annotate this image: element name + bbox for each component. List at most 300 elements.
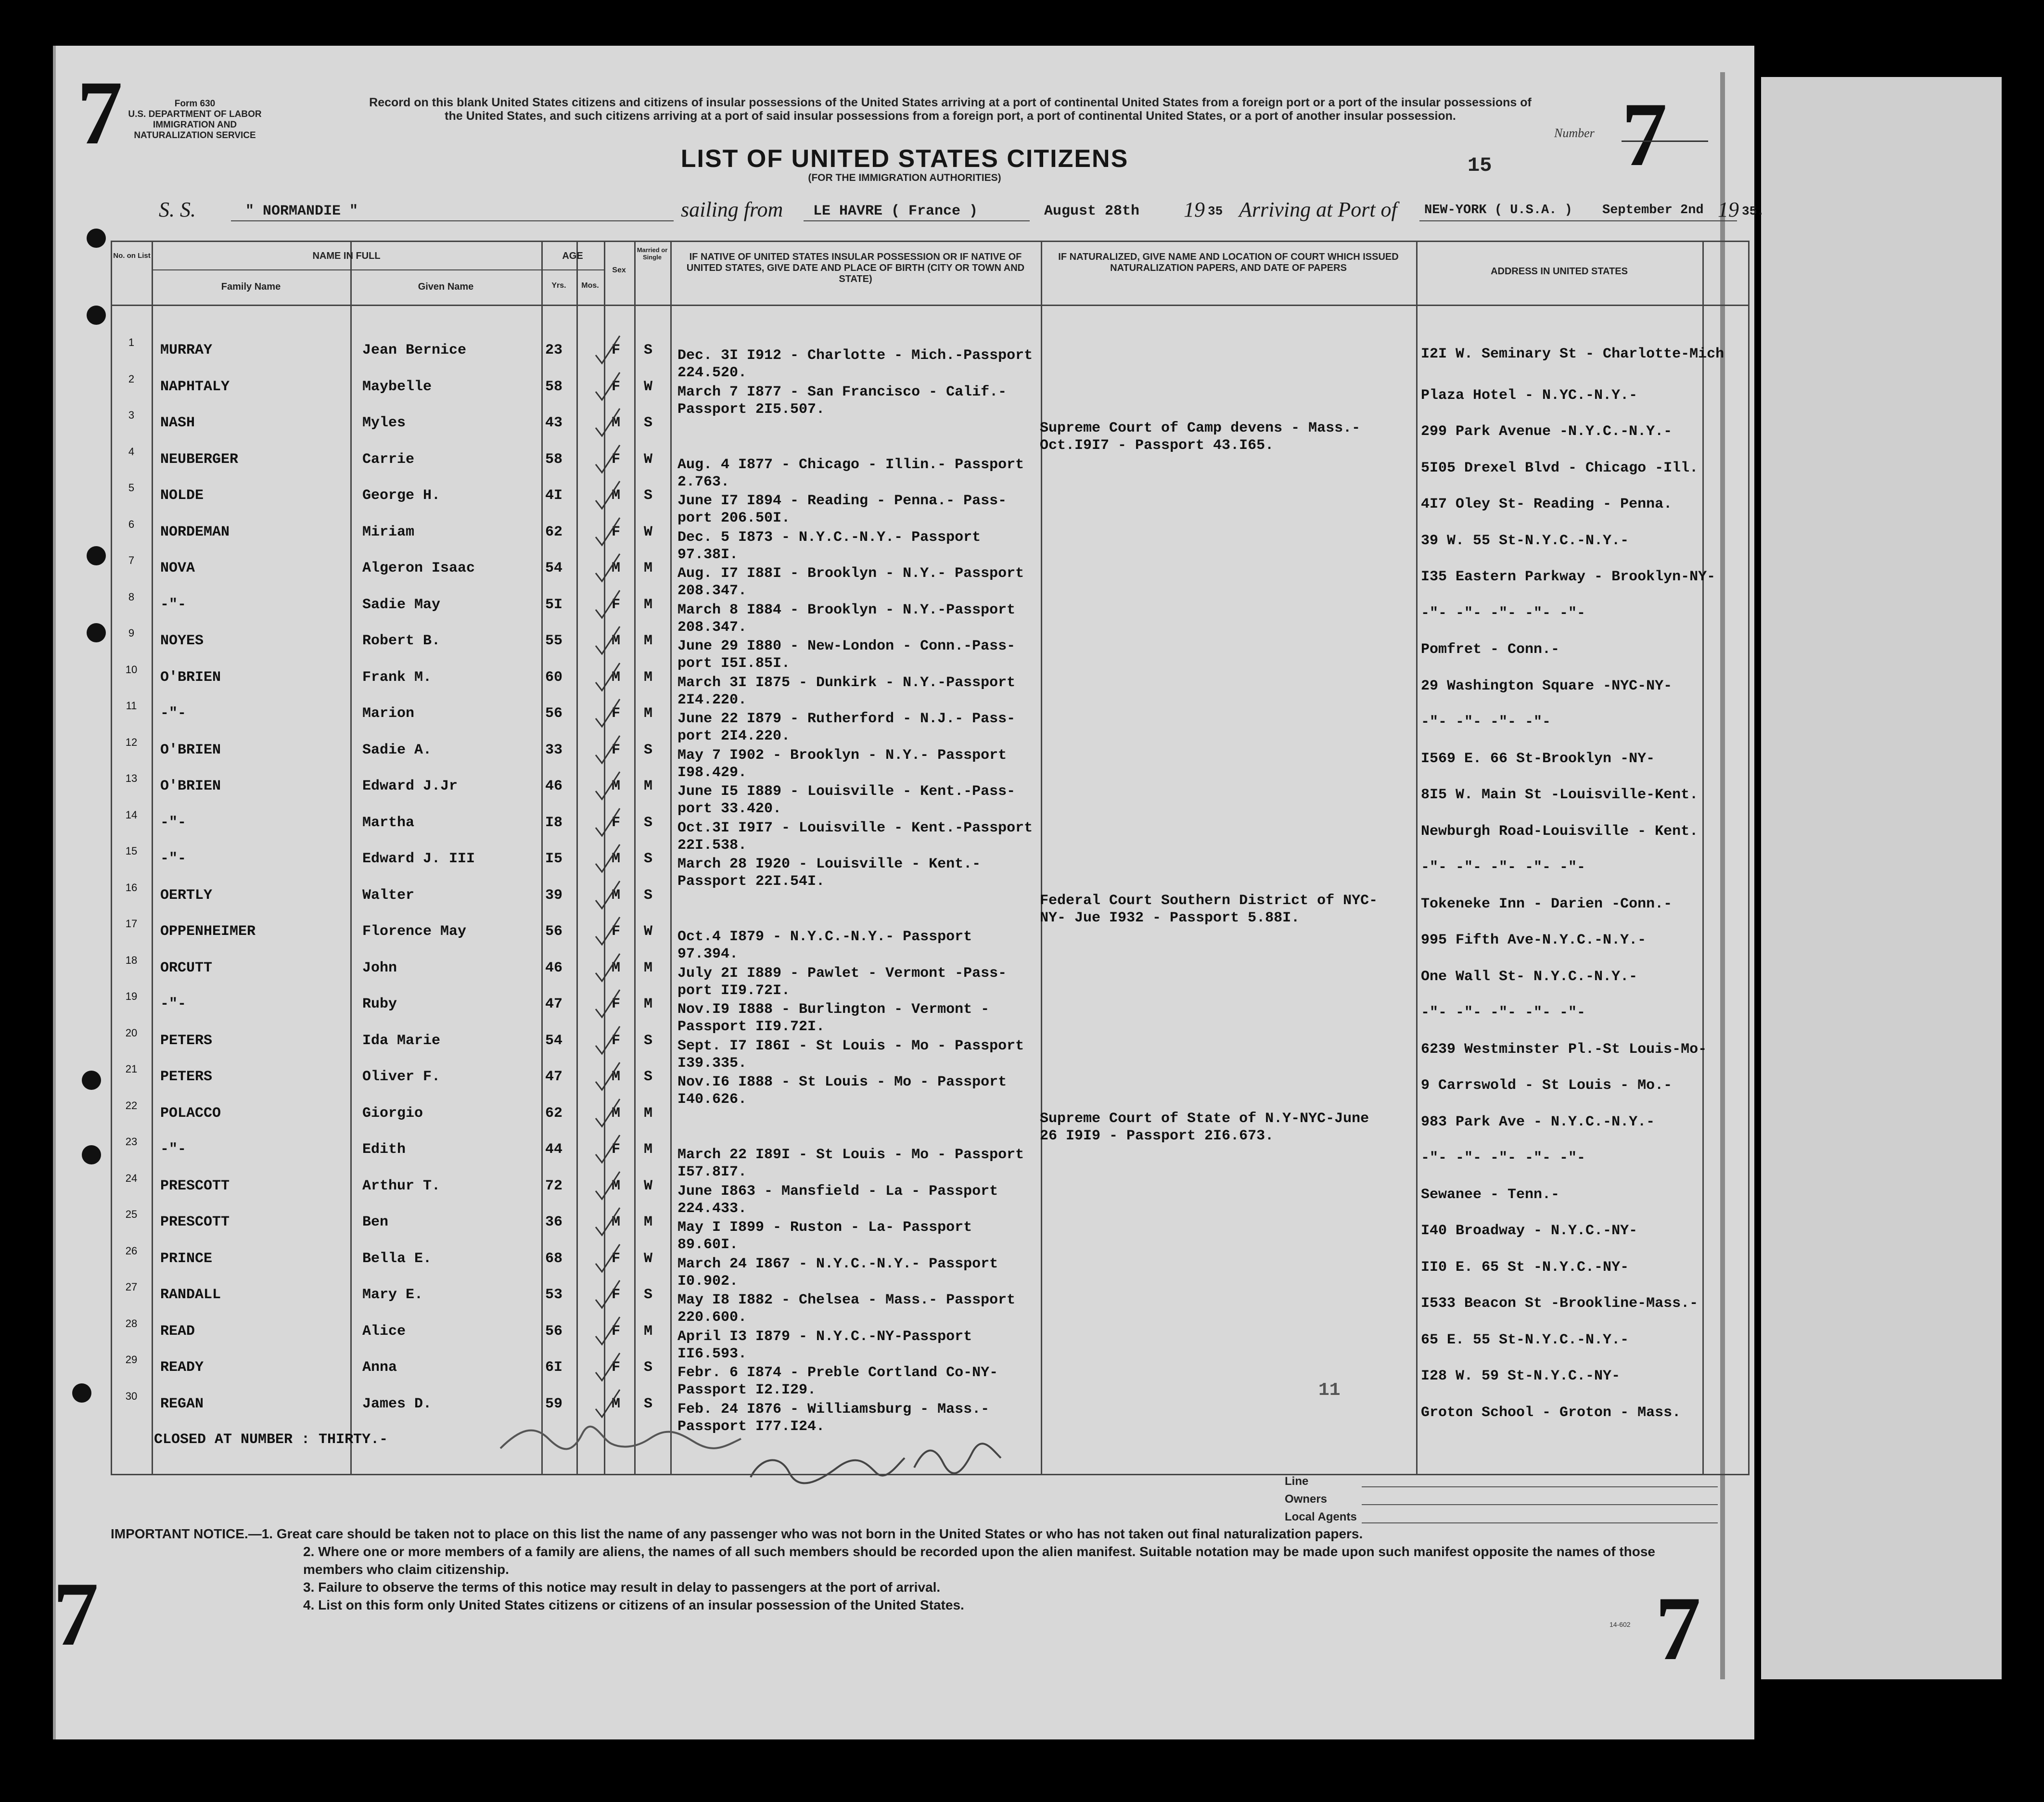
row-number: 15 — [125, 845, 138, 857]
sex-cell: F — [612, 1250, 621, 1267]
ss-label: S. S. — [159, 198, 196, 221]
check-mark-icon — [593, 1242, 622, 1276]
address-cell: Plaza Hotel - N.YC.-N.Y.- — [1421, 387, 1638, 404]
age-cell: 59 — [545, 1395, 563, 1412]
table-row — [112, 409, 1748, 454]
age-cell: 47 — [545, 996, 563, 1012]
age-cell: I5 — [545, 851, 563, 867]
address-cell: 4I7 Oley St- Reading - Penna. — [1421, 496, 1673, 512]
birth-cell: April I3 I879 - N.Y.C.-NY-Passport II6.593. — [677, 1328, 972, 1362]
from-port: LE HAVRE ( France ) — [813, 203, 978, 219]
address-cell: Sewanee - Tenn.- — [1421, 1186, 1560, 1203]
sex-cell: F — [612, 996, 621, 1012]
age-cell: 33 — [545, 741, 563, 758]
sex-cell: M — [612, 633, 621, 649]
check-mark-icon — [593, 1060, 622, 1094]
check-mark-icon — [593, 515, 622, 549]
given-name-cell: Edward J.Jr — [362, 778, 458, 794]
family-name-cell: REGAN — [160, 1395, 204, 1412]
check-mark-icon — [593, 406, 622, 440]
family-name-cell: POLACCO — [160, 1105, 221, 1122]
row-number: 11 — [126, 700, 137, 712]
given-name-cell: Maybelle — [362, 378, 432, 395]
marital-status-cell: S — [644, 415, 653, 431]
check-mark-icon — [593, 733, 622, 767]
row-number: 20 — [125, 1026, 138, 1039]
departure-date: August 28th — [1044, 203, 1140, 219]
given-name-cell: James D. — [362, 1395, 432, 1412]
check-mark-icon — [593, 915, 622, 948]
row-number: 24 — [125, 1172, 138, 1184]
address-cell: Groton School - Groton - Mass. — [1421, 1404, 1681, 1421]
binder-hole — [87, 306, 106, 325]
birth-cell: Nov.I9 I888 - Burlington - Vermont - Passport II9.72I. — [677, 1001, 990, 1035]
sex-cell: M — [612, 887, 621, 904]
check-mark-icon — [593, 333, 622, 367]
family-name-cell: -"- — [160, 814, 187, 831]
birth-cell: July 2I I889 - Pawlet - Vermont -Pass- port II9.72I. — [677, 965, 1007, 999]
family-name-cell: -"- — [160, 851, 187, 867]
row-number: 9 — [128, 627, 135, 639]
family-name-cell: PRESCOTT — [160, 1177, 230, 1194]
address-cell: Tokeneke Inn - Darien -Conn.- — [1421, 895, 1673, 912]
notice-item-4: 4. List on this form only United States citizens or citizens of an insular possession of the United States. — [303, 1597, 964, 1612]
birth-cell: Dec. 3I I912 - Charlotte - Mich.-Passport 224.520. — [677, 347, 1033, 381]
birth-cell: Aug. 4 I877 - Chicago - Illin.- Passport 2.763. — [677, 456, 1024, 490]
address-cell: I40 Broadway - N.Y.C.-NY- — [1421, 1223, 1638, 1239]
check-mark-icon — [593, 1024, 622, 1058]
age-cell: 56 — [545, 1323, 563, 1340]
family-name-cell: MURRAY — [160, 342, 213, 358]
sex-cell: M — [612, 1395, 621, 1412]
check-mark-icon — [593, 1278, 622, 1312]
birth-cell: Oct.4 I879 - N.Y.C.-N.Y.- Passport 97.394. — [677, 929, 972, 962]
table-row — [112, 372, 1748, 418]
address-cell: 299 Park Avenue -N.Y.C.-N.Y.- — [1421, 423, 1673, 440]
sex-cell: F — [612, 814, 621, 831]
given-name-cell: Jean Bernice — [362, 342, 467, 358]
marital-status-cell: M — [644, 778, 653, 794]
age-cell: 55 — [545, 633, 563, 649]
age-cell: 54 — [545, 1032, 563, 1049]
address-cell: -"- -"- -"- -"- -"- — [1421, 1150, 1586, 1166]
closed-at-number: CLOSED AT NUMBER : THIRTY.- — [154, 1431, 388, 1448]
address-cell: I533 Beacon St -Brookline-Mass.- — [1421, 1295, 1699, 1312]
given-name-cell: Ruby — [362, 996, 397, 1012]
header-no: No. on List — [113, 252, 151, 260]
owners-field: Owners — [1285, 1490, 1718, 1508]
age-cell: 5I — [545, 596, 563, 613]
important-notice: IMPORTANT NOTICE.—1. Great care should be taken not to place on this list the name of any passenger who was not born in the United States or who has not taken out final naturalization papers. 2. Where one or more members of a family are aliens, the names of all such members should be recorded upon the alien manifest. Suitable notation may be made upon such manifest opposite the names of those members who claim citizenship. 3. Failure to observe the terms of this notice may result in delay to passengers at the port of arrival. 4. List on this form only United States citizens or citizens of an insular possession of the United States. — [111, 1525, 1699, 1614]
address-cell: 29 Washington Square -NYC-NY- — [1421, 677, 1673, 694]
given-name-cell: Oliver F. — [362, 1069, 441, 1085]
family-name-cell: O'BRIEN — [160, 778, 221, 794]
address-cell: I35 Eastern Parkway - Brooklyn-NY- — [1421, 569, 1716, 585]
marital-status-cell: W — [644, 1250, 653, 1267]
check-mark-icon — [593, 842, 622, 876]
sex-cell: F — [612, 1323, 621, 1340]
marital-status-cell: S — [644, 1359, 653, 1376]
family-name-cell: O'BRIEN — [160, 741, 221, 758]
address-cell: I569 E. 66 St-Brooklyn -NY- — [1421, 750, 1655, 767]
row-number: 16 — [125, 881, 138, 894]
marital-status-cell: M — [644, 959, 653, 976]
family-name-cell: NASH — [160, 415, 195, 431]
row-number: 30 — [125, 1390, 138, 1402]
check-mark-icon — [593, 1169, 622, 1203]
sex-cell: M — [612, 669, 621, 686]
age-cell: 56 — [545, 923, 563, 940]
page-subtitle: (FOR THE IMMIGRATION AUTHORITIES) — [808, 172, 1001, 183]
address-cell: I2I W. Seminary St - Charlotte-Mich — [1421, 346, 1725, 362]
family-name-cell: PETERS — [160, 1032, 213, 1049]
given-name-cell: Alice — [362, 1323, 406, 1340]
given-name-cell: Miriam — [362, 524, 415, 540]
marital-status-cell: M — [644, 669, 653, 686]
given-name-cell: Marion — [362, 705, 415, 722]
birth-cell: Nov.I6 I888 - St Louis - Mo - Passport I40.626. — [677, 1074, 1007, 1108]
given-name-cell: Algeron Isaac — [362, 560, 475, 576]
print-code: 14-602 — [1610, 1621, 1631, 1628]
sex-cell: F — [612, 923, 621, 940]
marital-status-cell: S — [644, 814, 653, 831]
given-name-cell: Edward J. III — [362, 851, 475, 867]
given-name-cell: Bella E. — [362, 1250, 432, 1267]
given-name-cell: Florence May — [362, 923, 467, 940]
notice-heading: IMPORTANT NOTICE. — [111, 1526, 248, 1541]
birth-cell: Aug. I7 I88I - Brooklyn - N.Y.- Passport 208.347. — [677, 565, 1024, 599]
row-number: 22 — [125, 1099, 138, 1112]
marital-status-cell: S — [644, 487, 653, 504]
given-name-cell: Sadie A. — [362, 741, 432, 758]
footer-fields — [1285, 1472, 1718, 1526]
page-number: 15 — [1468, 154, 1492, 177]
sex-cell: F — [612, 705, 621, 722]
address-cell: 6239 Westminster Pl.-St Louis-Mo- — [1421, 1041, 1707, 1058]
age-cell: 60 — [545, 669, 563, 686]
header-age: AGE — [562, 251, 583, 261]
birth-cell: June 29 I880 - New-London - Conn.-Pass- port I5I.85I. — [677, 638, 1016, 672]
address-cell: 39 W. 55 St-N.Y.C.-N.Y.- — [1421, 532, 1629, 549]
check-mark-icon — [593, 806, 622, 840]
table-row — [112, 482, 1748, 526]
check-mark-icon — [593, 1351, 622, 1384]
marital-status-cell: S — [644, 1069, 653, 1085]
family-name-cell: O'BRIEN — [160, 669, 221, 686]
family-name-cell: -"- — [160, 596, 187, 613]
family-name-cell: -"- — [160, 1141, 187, 1158]
table-row — [112, 518, 1748, 563]
corner-number-bottom-left: 7 — [53, 1564, 99, 1665]
age-cell: 47 — [545, 1069, 563, 1085]
birth-cell: March 22 I89I - St Louis - Mo - Passport I57.8I7. — [677, 1147, 1024, 1180]
notice-item-1: 1. Great care should be taken not to place on this list the name of any passenger who was not born in the United States or who has not taken out final naturalization papers. — [261, 1526, 1363, 1541]
ship-underline — [231, 220, 674, 221]
row-number: 19 — [125, 990, 138, 1002]
given-name-cell: Ben — [362, 1214, 389, 1230]
marital-status-cell: M — [644, 705, 653, 722]
check-mark-icon — [593, 951, 622, 985]
sex-cell: F — [612, 1359, 621, 1376]
header-family-name: Family Name — [221, 281, 281, 292]
age-cell: 62 — [545, 1105, 563, 1122]
binder-hole — [87, 546, 106, 565]
birth-cell: March 24 I867 - N.Y.C.-N.Y.- Passport I0.902. — [677, 1255, 998, 1290]
family-name-cell: READ — [160, 1323, 195, 1340]
marital-status-cell: S — [644, 342, 653, 358]
birth-cell: June I5 I889 - Louisville - Kent.-Pass- port 33.420. — [677, 783, 1016, 817]
age-cell: 43 — [545, 415, 563, 431]
header-mos: Mos. — [581, 281, 599, 290]
row-number: 10 — [125, 663, 138, 676]
family-name-cell: PRINCE — [160, 1250, 213, 1267]
row-number: 3 — [128, 409, 135, 421]
family-name-cell: NOYES — [160, 633, 204, 649]
birth-cell: Oct.3I I9I7 - Louisville - Kent.-Passport 22I.538. — [677, 819, 1033, 854]
row-number: 13 — [125, 772, 138, 784]
marital-status-cell: S — [644, 741, 653, 758]
age-cell: I8 — [545, 814, 563, 831]
marital-status-cell: S — [644, 887, 653, 904]
check-mark-icon — [593, 370, 622, 404]
form-number: Form 630 — [174, 99, 216, 109]
corner-number-top-right: 7 — [1622, 84, 1667, 185]
header-naturalized: IF NATURALIZED, GIVE NAME AND LOCATION OF COURT WHICH ISSUED NATURALIZATION PAPERS, AND DATE OF PAPERS — [1058, 252, 1399, 273]
birth-cell: May I8 I882 - Chelsea - Mass.- Passport 220.600. — [677, 1292, 1016, 1326]
address-cell: 5I05 Drexel Blvd - Chicago -Ill. — [1421, 460, 1699, 476]
given-name-cell: Frank M. — [362, 669, 432, 686]
departure-year: 35 — [1208, 204, 1223, 218]
marital-status-cell: M — [644, 633, 653, 649]
sex-cell: M — [612, 560, 621, 576]
family-name-cell: NOLDE — [160, 487, 204, 504]
row-number: 27 — [125, 1281, 138, 1293]
check-mark-icon — [593, 551, 622, 585]
row-number: 28 — [125, 1317, 138, 1329]
table-row — [112, 336, 1748, 381]
from-port-underline — [804, 220, 1030, 221]
marital-status-cell: M — [644, 1141, 653, 1158]
row-number: 6 — [128, 518, 135, 530]
row-number: 29 — [125, 1354, 138, 1366]
check-mark-icon — [593, 624, 622, 658]
given-name-cell: Edith — [362, 1141, 406, 1158]
marital-status-cell: M — [644, 1323, 653, 1340]
number-underline — [1622, 141, 1708, 142]
birth-cell: May 7 I902 - Brooklyn - N.Y.- Passport I98.429. — [677, 747, 1007, 781]
corner-number-bottom-right: 7 — [1655, 1578, 1701, 1679]
family-name-cell: -"- — [160, 996, 187, 1012]
row-number: 4 — [128, 445, 135, 458]
binder-hole — [87, 623, 106, 642]
marital-status-cell: M — [644, 1105, 653, 1122]
given-name-cell: Arthur T. — [362, 1177, 441, 1194]
row-number: 26 — [125, 1244, 138, 1257]
local-agents-field: Local Agents — [1285, 1508, 1718, 1526]
address-cell: 9 Carrswold - St Louis - Mo.- — [1421, 1077, 1673, 1094]
arrival-port: NEW-YORK ( U.S.A. ) — [1424, 203, 1572, 217]
header-yrs: Yrs. — [551, 281, 566, 290]
family-name-cell: OERTLY — [160, 887, 213, 904]
table-row — [112, 590, 1748, 636]
age-cell: 44 — [545, 1141, 563, 1158]
preamble-text: Record on this blank United States citizens and citizens of insular possessions of the United States arriving at a port of continental United States from a foreign port or a port of the insular possessions of the United States, and such citizens arriving at a port of said insular possessions from a foreign port, a port of continental United States, or a port of another insular possession. — [369, 96, 1532, 123]
check-mark-icon — [593, 1315, 622, 1348]
address-cell: 983 Park Ave - N.Y.C.-N.Y.- — [1421, 1113, 1655, 1130]
age-cell: 23 — [545, 342, 563, 358]
marital-status-cell: W — [644, 378, 653, 395]
given-name-cell: Martha — [362, 814, 415, 831]
birth-cell: May I I899 - Ruston - La- Passport 89.60I. — [677, 1219, 972, 1253]
age-cell: 53 — [545, 1287, 563, 1303]
row-number: 2 — [128, 372, 135, 385]
given-name-cell: Giorgio — [362, 1105, 423, 1122]
sex-cell: F — [612, 1287, 621, 1303]
marital-status-cell: M — [644, 1214, 653, 1230]
sex-cell: F — [612, 451, 621, 468]
given-name-cell: Carrie — [362, 451, 415, 468]
given-name-cell: Mary E. — [362, 1287, 423, 1303]
arriving-label: Arriving at Port of — [1239, 198, 1397, 221]
birth-cell: Sept. I7 I86I - St Louis - Mo - Passport I39.335. — [677, 1037, 1024, 1072]
address-cell: -"- -"- -"- -"- — [1421, 714, 1551, 730]
check-mark-icon — [593, 588, 622, 622]
header-sex: Sex — [612, 266, 626, 274]
number-label: Number — [1554, 126, 1595, 140]
family-name-cell: ORCUTT — [160, 959, 213, 976]
birth-cell: Febr. 6 I874 - Preble Cortland Co-NY- Passport I2.I29. — [677, 1365, 998, 1398]
birth-cell: March 7 I877 - San Francisco - Calif.- Passport 2I5.507. — [677, 383, 1007, 418]
sex-cell: M — [612, 778, 621, 794]
age-cell: 36 — [545, 1214, 563, 1230]
given-name-cell: George H. — [362, 487, 441, 504]
form-info — [115, 99, 274, 141]
marital-status-cell: S — [644, 1287, 653, 1303]
address-cell: -"- -"- -"- -"- -"- — [1421, 605, 1586, 622]
row-number: 17 — [125, 918, 138, 930]
birth-cell: June I7 I894 - Reading - Penna.- Pass- port 206.50I. — [677, 493, 1007, 526]
binder-hole — [82, 1145, 101, 1164]
sex-cell: F — [612, 741, 621, 758]
row-number: 12 — [125, 736, 138, 748]
age-cell: 58 — [545, 451, 563, 468]
age-cell: 56 — [545, 705, 563, 722]
sex-cell: M — [612, 1214, 621, 1230]
address-cell: 65 E. 55 St-N.Y.C.-N.Y.- — [1421, 1331, 1629, 1348]
sex-cell: M — [612, 1105, 621, 1122]
underlying-page — [1761, 77, 2002, 1679]
given-name-cell: Walter — [362, 887, 415, 904]
address-cell: 8I5 W. Main St -Louisville-Kent. — [1421, 787, 1699, 803]
header-name-in-full: NAME IN FULL — [312, 251, 381, 261]
sex-cell: F — [612, 342, 621, 358]
birth-cell: March 28 I920 - Louisville - Kent.- Passport 22I.54I. — [677, 856, 981, 890]
margin-number: 11 — [1318, 1380, 1341, 1401]
check-mark-icon — [593, 769, 622, 803]
row-number: 23 — [125, 1136, 138, 1148]
row-number: 1 — [128, 336, 135, 348]
row-number: 5 — [128, 482, 135, 494]
header-given-name: Given Name — [418, 281, 474, 292]
family-name-cell: PETERS — [160, 1069, 213, 1085]
row-number: 8 — [128, 590, 135, 603]
row-number: 7 — [128, 554, 135, 566]
age-cell: 54 — [545, 560, 563, 576]
check-mark-icon — [593, 1097, 622, 1130]
address-cell: -"- -"- -"- -"- -"- — [1421, 1005, 1586, 1021]
sex-cell: F — [612, 1032, 621, 1049]
marital-status-cell: M — [644, 996, 653, 1012]
check-mark-icon — [593, 1133, 622, 1166]
given-name-cell: Anna — [362, 1359, 397, 1376]
marital-status-cell: W — [644, 923, 653, 940]
birth-cell: Feb. 24 I876 - Williamsburg - Mass.- Passport I77.I24. — [677, 1401, 990, 1435]
service: IMMIGRATION AND NATURALIZATION SERVICE — [134, 119, 256, 141]
given-name-cell: Sadie May — [362, 596, 441, 613]
marital-status-cell: W — [644, 451, 653, 468]
row-number: 25 — [125, 1208, 138, 1220]
arrival-year: 35. — [1742, 204, 1764, 218]
sex-cell: F — [612, 596, 621, 613]
marital-status-cell: W — [644, 1177, 653, 1194]
notice-item-2: 2. Where one or more members of a family are aliens, the names of all such members should be recorded upon the alien manifest. Suitable notation may be made upon such manifest opposite the names of those members who claim citizenship. — [303, 1544, 1655, 1577]
check-mark-icon — [593, 479, 622, 512]
row-number: 21 — [125, 1063, 138, 1075]
given-name-cell: Robert B. — [362, 633, 441, 649]
birth-cell: Dec. 5 I873 - N.Y.C.-N.Y.- Passport 97.38I. — [677, 529, 981, 563]
sex-cell: M — [612, 1069, 621, 1085]
family-name-cell: -"- — [160, 705, 187, 722]
address-cell: I28 W. 59 St-N.Y.C.-NY- — [1421, 1368, 1621, 1384]
check-mark-icon — [593, 1387, 622, 1421]
sex-cell: F — [612, 1141, 621, 1158]
page-title: LIST OF UNITED STATES CITIZENS — [680, 145, 1129, 173]
sex-cell: F — [612, 524, 621, 540]
birth-cell: June 22 I879 - Rutherford - N.J.- Pass- port 2I4.220. — [677, 711, 1016, 744]
naturalization-cell: Supreme Court of Camp devens - Mass.- Oct.I9I7 - Passport 43.I65. — [1040, 420, 1361, 454]
check-mark-icon — [593, 987, 622, 1021]
check-mark-icon — [593, 879, 622, 912]
header-married-single: Married or Single — [637, 246, 668, 261]
header-birth: IF NATIVE OF UNITED STATES INSULAR POSSESSION OR IF NATIVE OF UNITED STATES, GIVE DATE AND PLACE OF BIRTH (CITY OR TOWN AND STATE) — [686, 252, 1025, 284]
birth-cell: June I863 - Mansfield - La - Passport 224.433. — [677, 1183, 998, 1217]
age-cell: 72 — [545, 1177, 563, 1194]
row-number: 18 — [125, 954, 138, 966]
marital-status-cell: M — [644, 560, 653, 576]
family-name-cell: NEUBERGER — [160, 451, 239, 468]
year-prefix: 19 — [1184, 198, 1205, 221]
family-name-cell: NORDEMAN — [160, 524, 230, 540]
department: U.S. DEPARTMENT OF LABOR — [128, 109, 262, 119]
age-cell: 58 — [545, 378, 563, 395]
family-name-cell: NAPHTALY — [160, 378, 230, 395]
ship-name: " NORMANDIE " — [245, 203, 358, 219]
line-field: Line — [1285, 1472, 1718, 1490]
age-cell: 4I — [545, 487, 563, 504]
family-name-cell: OPPENHEIMER — [160, 923, 256, 940]
signature-scribble — [491, 1419, 1068, 1501]
address-cell: -"- -"- -"- -"- -"- — [1421, 859, 1586, 876]
age-cell: 6I — [545, 1359, 563, 1376]
marital-status-cell: S — [644, 851, 653, 867]
address-cell: One Wall St- N.Y.C.-N.Y.- — [1421, 968, 1638, 985]
sex-cell: M — [612, 959, 621, 976]
sex-cell: M — [612, 851, 621, 867]
check-mark-icon — [593, 661, 622, 694]
arrival-year-prefix: 19 — [1718, 198, 1739, 221]
birth-cell: March 3I I875 - Dunkirk - N.Y.-Passport 2I4.220. — [677, 674, 1016, 708]
sex-cell: M — [612, 1177, 621, 1194]
